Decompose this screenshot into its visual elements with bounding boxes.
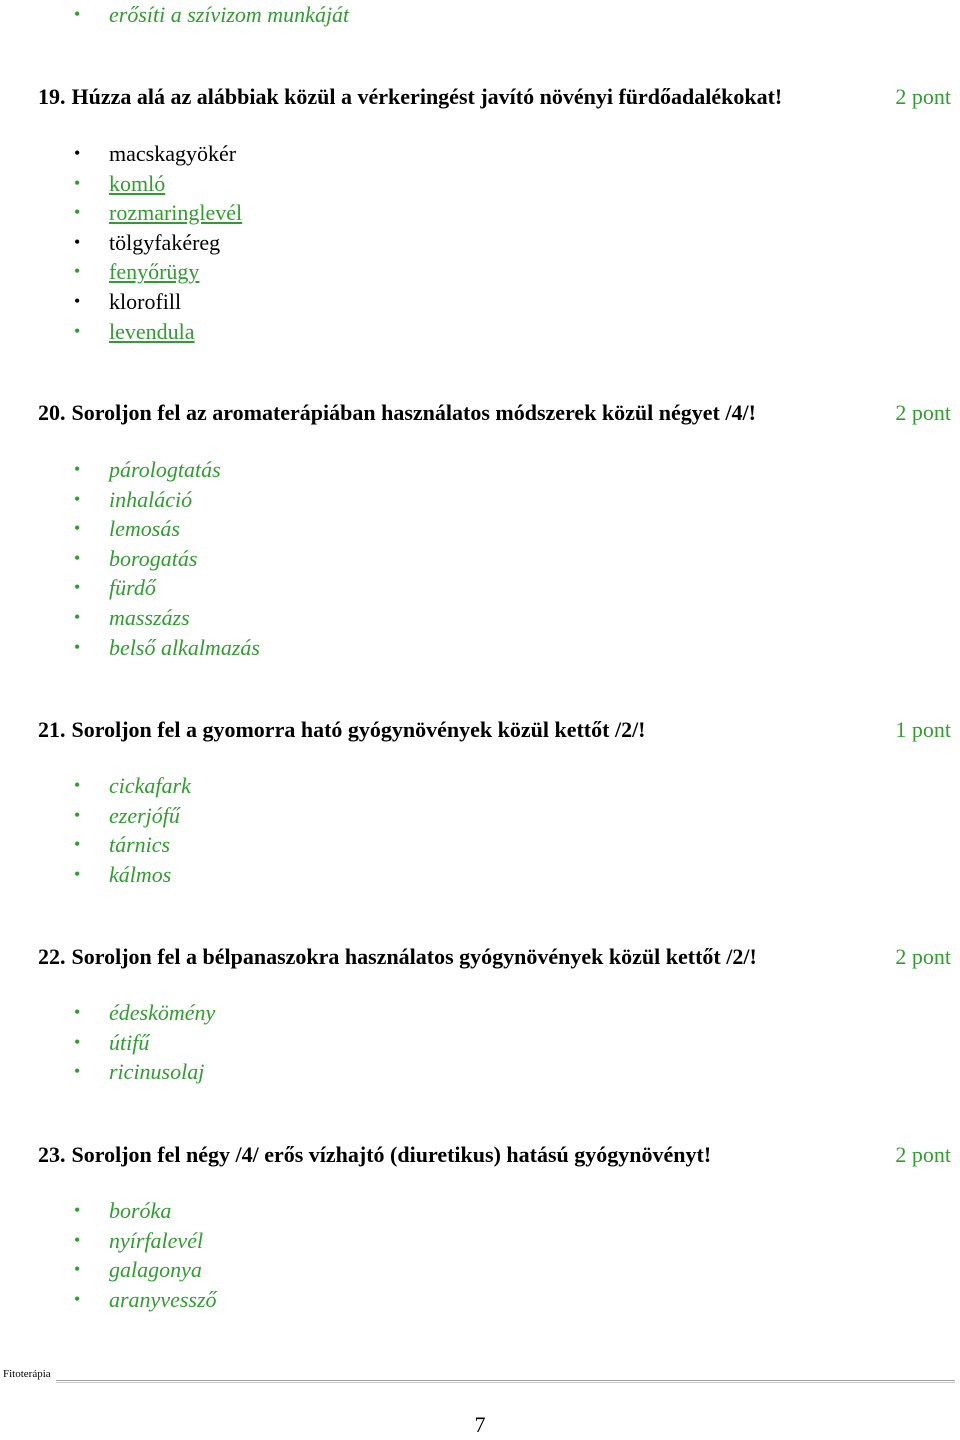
list-item [0,0,960,30]
question-21-heading [38,715,951,745]
page-number: 7 [474,1412,486,1437]
question-text: Soroljon fel négy /4/ erős vízhajtó (diuretikus) hatású gyógynövényt! [71,1142,712,1167]
answer-text: cickafark [109,773,191,798]
answer-text: masszázs [109,604,190,630]
list-item [0,771,960,801]
answer-text: belső alkalmazás [109,634,260,660]
list-item [0,1196,960,1226]
list-item [0,257,960,287]
list-item [0,1057,960,1087]
list-item [0,514,960,544]
list-item [0,633,960,663]
answer-text: nyírfalevél [109,1227,204,1253]
answer-text: tárnics [109,832,171,858]
option-text: klorofill [109,288,182,314]
answer-text: kálmos [109,861,172,887]
question-number: 22. [38,944,66,969]
question-text: Soroljon fel a bélpanaszokra használatos gyógynövények közül kettőt /2/! [71,944,757,969]
answer-text: galagonya [109,1257,202,1283]
list-item [0,139,960,169]
question-19-options [0,139,960,346]
answer-text: lemosás [109,516,180,542]
option-text: tölgyfakéreg [109,229,221,255]
question-22-heading [38,942,951,972]
option-text: levendula [109,318,195,344]
points-label: 2 pont [895,84,951,109]
answer-text: ezerjófű [109,802,180,828]
question-text: Soroljon fel a gyomorra ható gyógynövények közül kettőt /2/! [71,717,646,742]
list-item [0,998,960,1028]
answer-text: édeskömény [109,1000,216,1025]
list-item [0,287,960,317]
question-text: Húzza alá az alábbiak közül a vérkeringést javító növényi fürdőadalékokat! [71,84,783,109]
option-text: macskagyökér [109,141,237,166]
option-text: fenyőrügy [109,259,200,285]
question-22-answers [0,998,960,1087]
question-23-answers [0,1196,960,1314]
footer-title: Fitoterápia [3,1368,51,1380]
question-21-answers [0,771,960,889]
answer-text: útifű [109,1029,150,1055]
question-number: 19. [38,84,66,109]
answer-text: boróka [109,1198,172,1223]
list-item [0,169,960,199]
list-item [0,573,960,603]
answer-text: ricinusolaj [109,1059,205,1085]
list-item [0,860,960,890]
list-item [0,1028,960,1058]
list-item [0,317,960,347]
option-text: rozmaringlevél [109,200,243,226]
list-item [0,1285,960,1315]
question-number: 20. [38,400,66,425]
points-label: 2 pont [895,944,951,969]
footer-divider [56,1380,955,1383]
question-text: Soroljon fel az aromaterápiában használatos módszerek közül négyet /4/! [71,400,756,425]
list-item [0,228,960,258]
points-label: 1 pont [895,717,951,742]
question-23-heading [38,1140,951,1170]
option-text: komló [109,170,166,196]
previous-answer-list [0,0,960,30]
list-item [0,198,960,228]
question-number: 21. [38,717,66,742]
answer-text: inhaláció [109,486,193,512]
question-number: 23. [38,1142,66,1167]
answer-text: aranyvessző [109,1286,217,1312]
list-item [0,801,960,831]
list-item [0,485,960,515]
question-19-heading [38,82,951,112]
answer-text: borogatás [109,545,198,571]
list-item [0,455,960,485]
list-item [0,1226,960,1256]
points-label: 2 pont [895,400,951,425]
question-20-heading [38,398,951,428]
answer-text: fürdő [109,575,156,601]
answer-text: párologtatás [109,457,221,482]
points-label: 2 pont [895,1142,951,1167]
list-item [0,603,960,633]
list-item [0,830,960,860]
question-20-answers [0,455,960,662]
list-item [0,544,960,574]
list-item [0,1255,960,1285]
answer-text: erősíti a szívizom munkáját [109,2,350,27]
